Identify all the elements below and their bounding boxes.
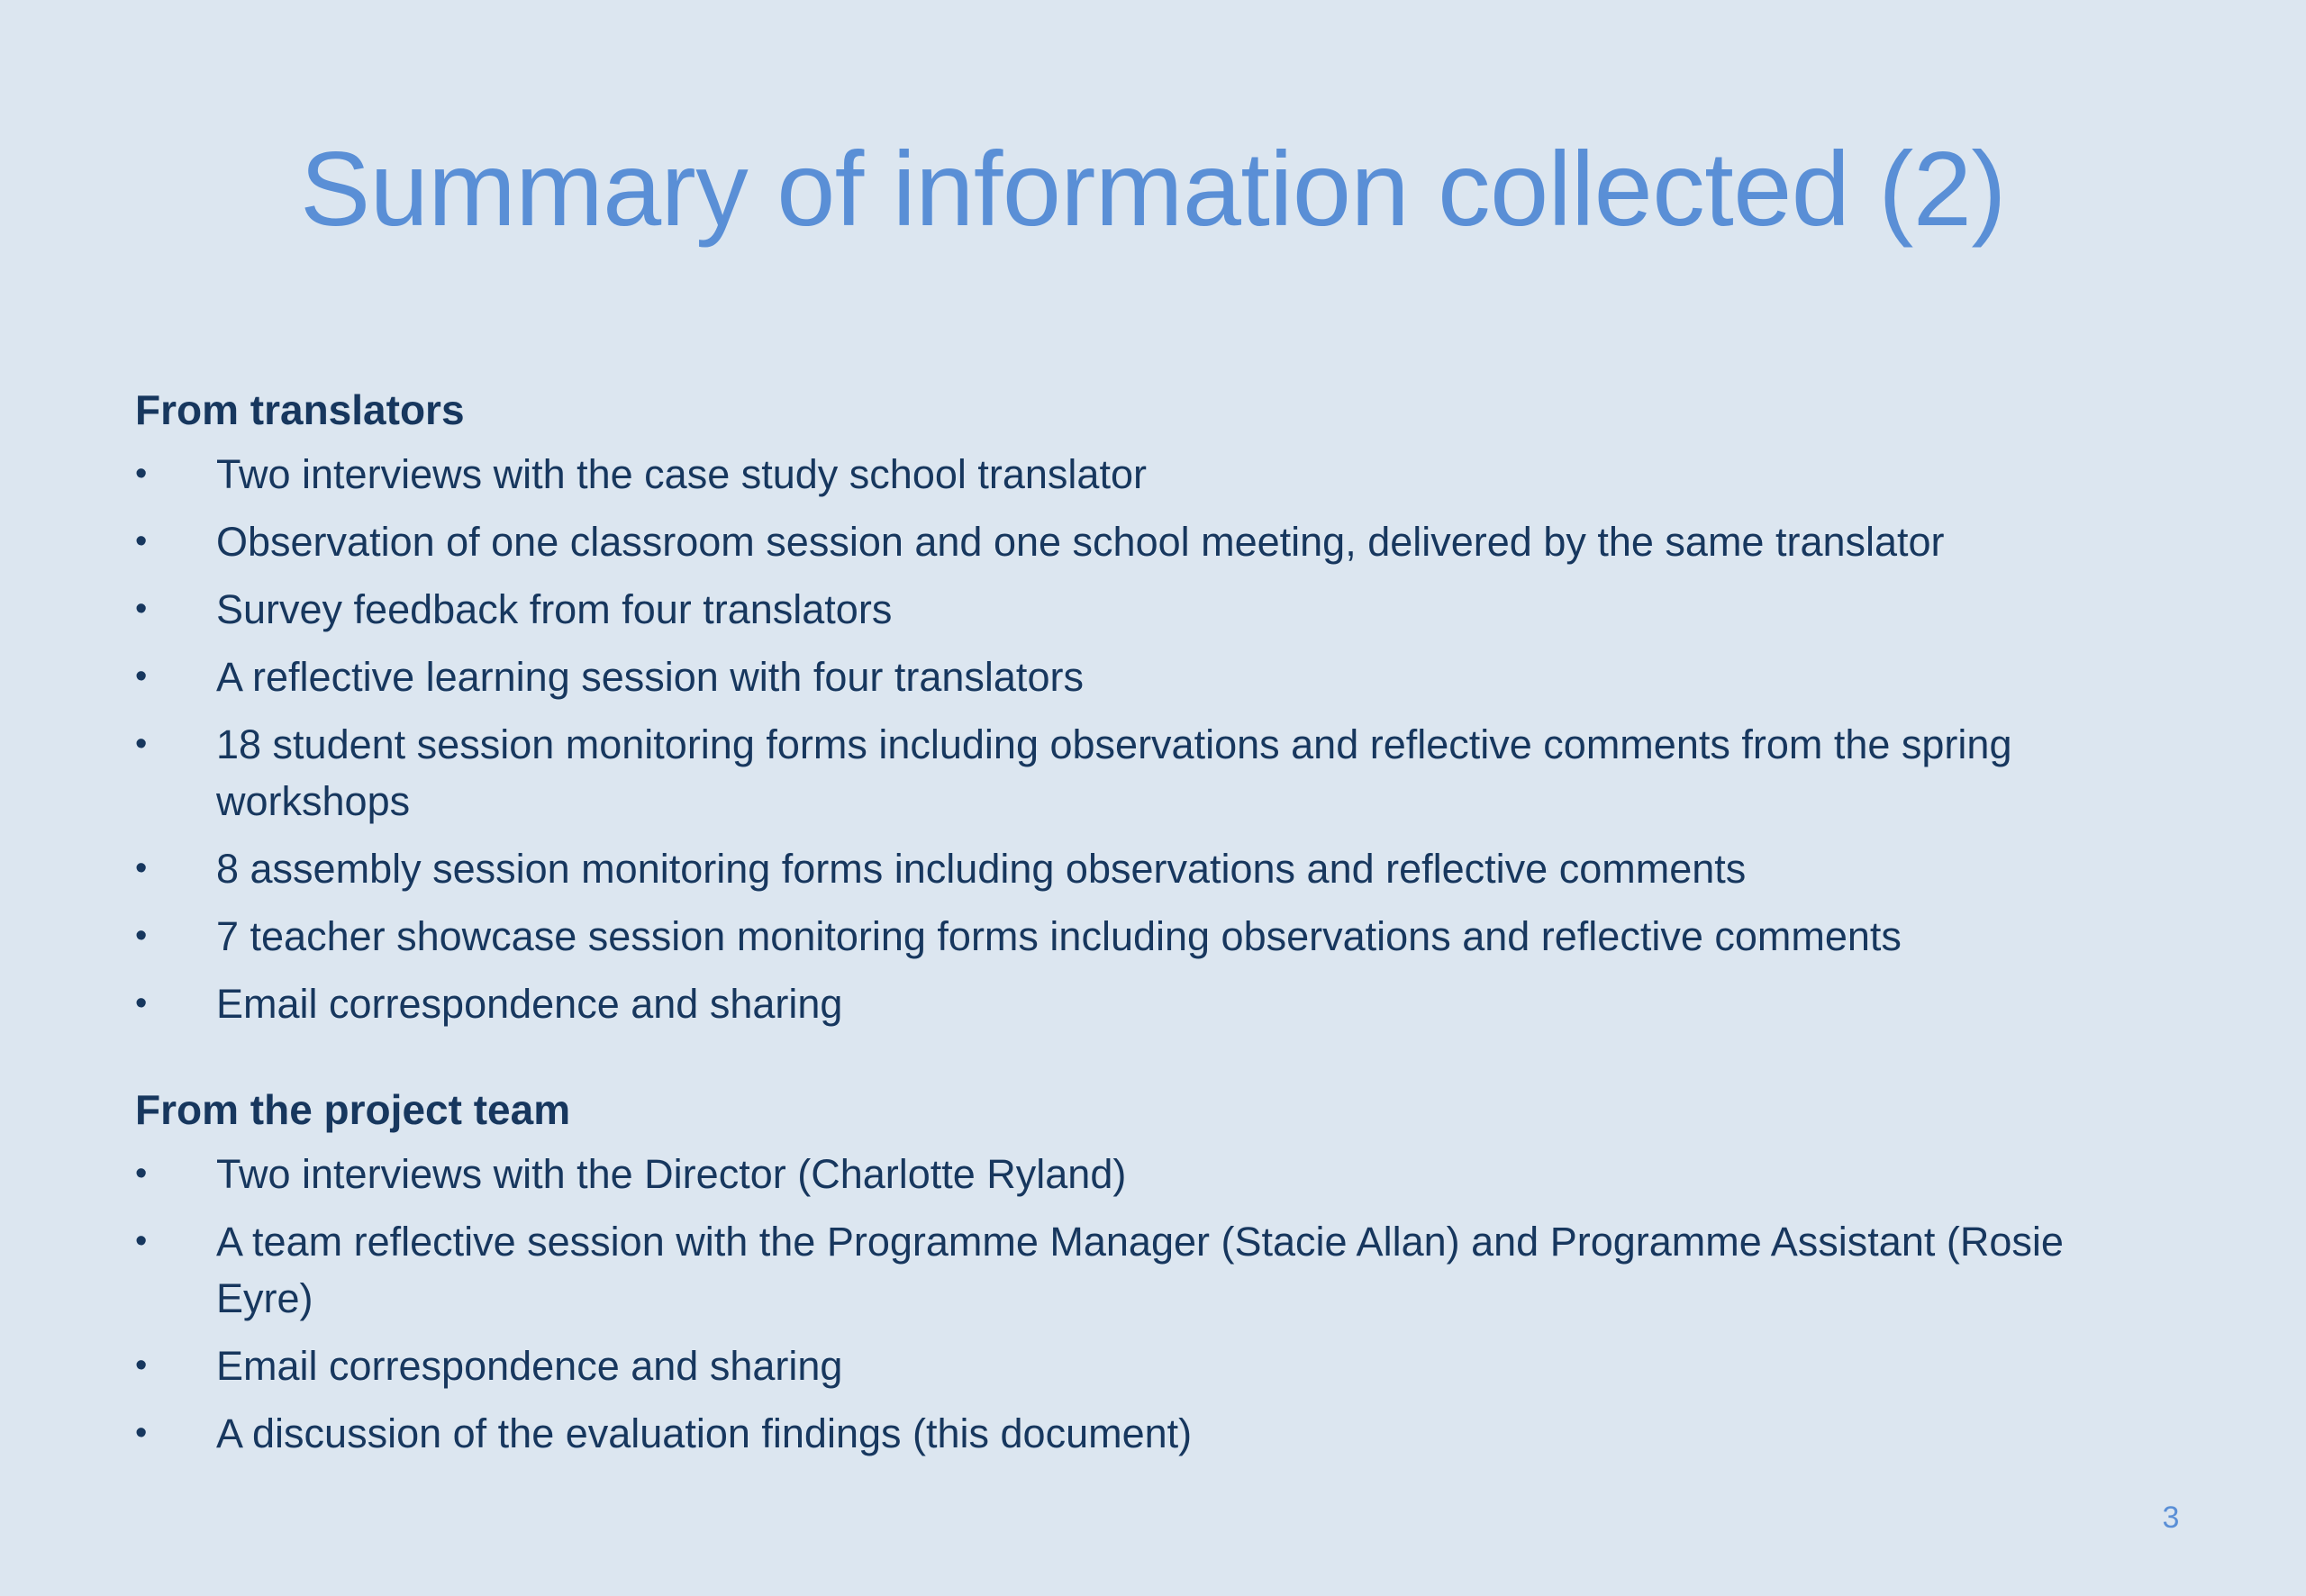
list-item [135,648,2171,705]
bullet-icon: • [135,1414,148,1452]
bullet-icon: • [135,590,148,628]
list-item [135,716,2171,830]
slide-content [135,378,2171,1473]
list-item-text: 8 assembly session monitoring forms including observations and reflective comments [216,846,1747,892]
page-number: 3 [2162,1501,2180,1535]
list-item-text: A team reflective session with the Programme Manager (Stacie Allan) and Programme Assistant (Rosie Eyre) [216,1219,2064,1321]
bullet-icon: • [135,1347,148,1384]
bullet-icon: • [135,522,148,560]
section-from-translators [135,378,2171,1032]
list-item-text: Email correspondence and sharing [216,1343,843,1389]
bullet-icon: • [135,1155,148,1192]
list-item-text: Two interviews with the case study school translator [216,451,1147,497]
bullet-icon: • [135,455,148,493]
list-item-text: Observation of one classroom session and one school meeting, delivered by the same translator [216,519,1945,565]
list-item [135,908,2171,965]
section-heading: From translators [135,386,465,433]
list-item-text: 7 teacher showcase session monitoring forms including observations and reflective comments [216,913,1902,959]
section-from-project-team [135,1078,2171,1462]
bullet-icon: • [135,725,148,763]
bullet-icon: • [135,984,148,1022]
bullet-list [135,446,2171,1032]
list-item [135,1146,2171,1202]
list-item [135,975,2171,1032]
bullet-list [135,1146,2171,1462]
bullet-icon: • [135,657,148,695]
bullet-icon: • [135,1222,148,1260]
section-heading: From the project team [135,1086,571,1133]
list-item [135,446,2171,503]
list-item [135,1213,2171,1327]
bullet-icon: • [135,849,148,887]
slide-title: Summary of information collected (2) [300,130,2006,248]
list-item-text: Survey feedback from four translators [216,586,893,632]
list-item-text: 18 student session monitoring forms including observations and reflective comments from the spring workshops [216,721,2012,824]
list-item [135,1405,2171,1462]
list-item [135,581,2171,638]
list-item [135,840,2171,897]
list-item-text: A reflective learning session with four translators [216,654,1084,700]
list-item [135,1338,2171,1394]
list-item-text: Two interviews with the Director (Charlotte Ryland) [216,1151,1127,1197]
list-item [135,513,2171,570]
list-item-text: A discussion of the evaluation findings (this document) [216,1410,1193,1456]
bullet-icon: • [135,917,148,955]
list-item-text: Email correspondence and sharing [216,981,843,1027]
